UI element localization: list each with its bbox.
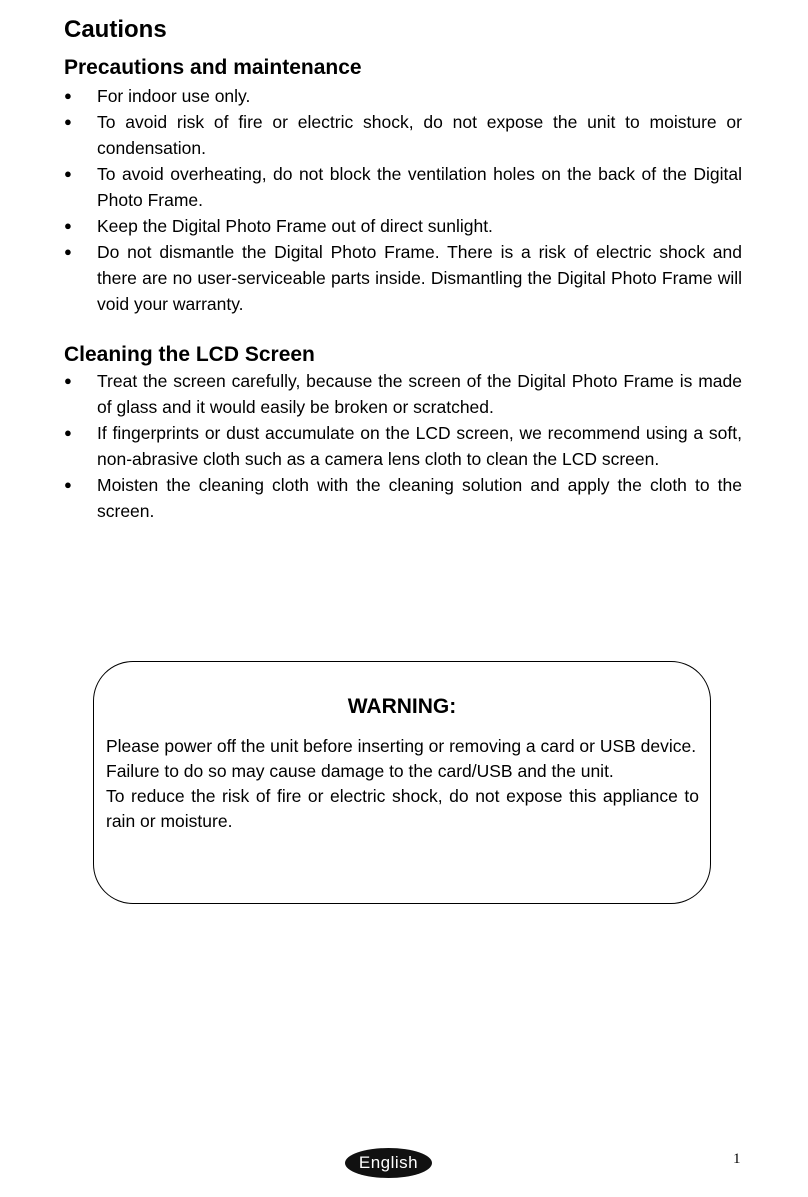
- list-item: [64, 420, 742, 472]
- bullet-icon: ●: [64, 166, 72, 181]
- warning-title: WARNING:: [347, 695, 457, 718]
- list-item: [64, 368, 742, 420]
- section-heading-precautions: Precautions and maintenance: [64, 56, 362, 79]
- warning-line: Failure to do so may cause damage to the card/USB and the unit.: [106, 761, 614, 781]
- list-item-text: If fingerprints or dust accumulate on the LCD screen, we recommend using a soft, non-abrasive cloth such as a camera lens cloth to clean the LCD screen.: [97, 423, 742, 469]
- section-heading-cleaning: Cleaning the LCD Screen: [64, 343, 315, 366]
- list-item: [64, 83, 742, 109]
- list-item: [64, 109, 742, 161]
- bullet-icon: ●: [64, 244, 72, 259]
- warning-line: Please power off the unit before inserting or removing a card or USB device.: [106, 736, 697, 756]
- bullet-icon: ●: [64, 425, 72, 440]
- cleaning-list: [64, 368, 742, 524]
- list-item-text: To avoid risk of fire or electric shock, do not expose the unit to moisture or condensation.: [97, 112, 742, 158]
- warning-box: [93, 661, 711, 904]
- list-item-text: Do not dismantle the Digital Photo Frame. There is a risk of electric shock and there are no user-serviceable parts inside. Dismantling the Digital Photo Frame will void your warranty.: [97, 242, 742, 314]
- list-item-text: For indoor use only.: [97, 86, 251, 106]
- list-item-text: Moisten the cleaning cloth with the cleaning solution and apply the cloth to the screen.: [97, 475, 742, 521]
- bullet-icon: ●: [64, 88, 72, 103]
- list-item: [64, 161, 742, 213]
- page-title: Cautions: [64, 16, 167, 43]
- page-number: 1: [733, 1151, 741, 1167]
- list-item: [64, 472, 742, 524]
- list-item-text: Treat the screen carefully, because the screen of the Digital Photo Frame is made of glass and it would easily be broken or scratched.: [97, 371, 742, 417]
- list-item: [64, 239, 742, 317]
- precautions-list: [64, 83, 742, 317]
- bullet-icon: ●: [64, 477, 72, 492]
- bullet-icon: ●: [64, 373, 72, 388]
- warning-body: [106, 734, 699, 834]
- list-item: [64, 213, 742, 239]
- list-item-text: To avoid overheating, do not block the ventilation holes on the back of the Digital Photo Frame.: [97, 164, 742, 210]
- language-badge: English: [345, 1148, 432, 1178]
- warning-line: To reduce the risk of fire or electric shock, do not expose this appliance to rain or moisture.: [106, 786, 699, 831]
- bullet-icon: ●: [64, 218, 72, 233]
- bullet-icon: ●: [64, 114, 72, 129]
- list-item-text: Keep the Digital Photo Frame out of direct sunlight.: [97, 216, 493, 236]
